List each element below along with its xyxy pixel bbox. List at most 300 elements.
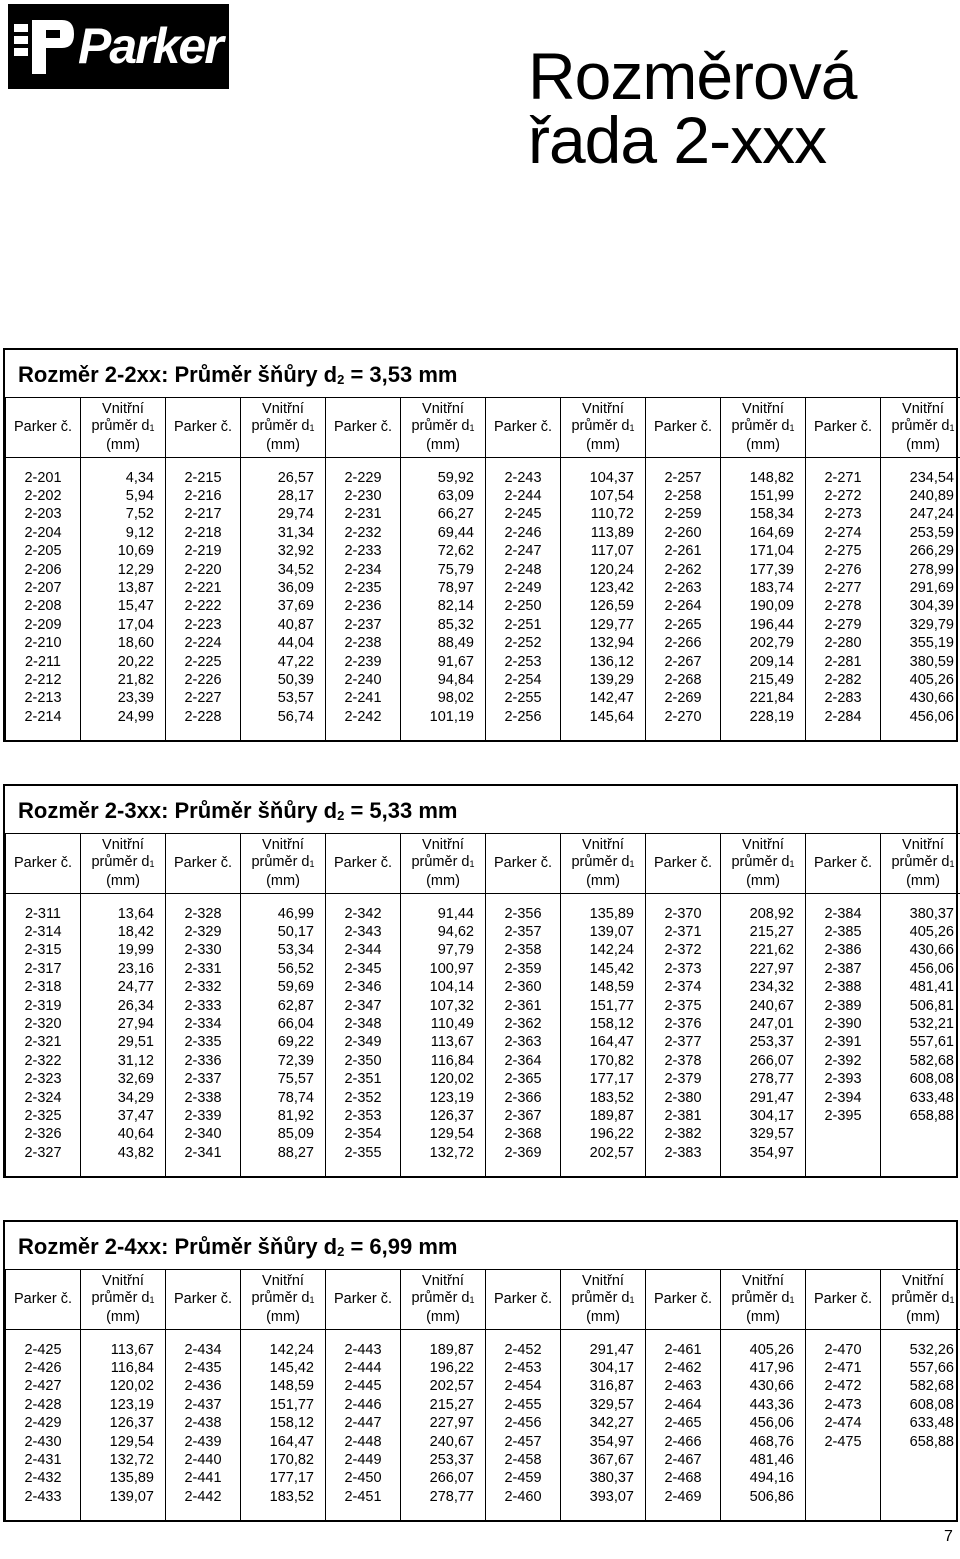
cell-parker-no: 2-358: [486, 941, 561, 959]
cell-inner-diameter: 32,92: [241, 542, 326, 560]
section-title: [5, 1222, 956, 1269]
header-inner-unit: (mm): [906, 437, 940, 453]
table-row: [6, 689, 960, 707]
cell-parker-no: 2-383: [646, 1144, 721, 1162]
cell-inner-diameter: 113,67: [81, 1341, 166, 1359]
cell-parker-no: 2-279: [806, 616, 881, 634]
header-inner-label: průměr d: [91, 1290, 150, 1306]
header-parker-no: Parker č.: [6, 398, 81, 458]
header-inner-line2: [401, 1290, 485, 1309]
cell-parker-no: 2-224: [166, 634, 241, 652]
header-inner-unit: (mm): [746, 437, 780, 453]
cell-parker-no: 2-465: [646, 1414, 721, 1432]
cell-parker-no: 2-362: [486, 1015, 561, 1033]
table-row: [6, 960, 960, 978]
header-inner-unit: (mm): [266, 437, 300, 453]
cell-parker-no: 2-431: [6, 1451, 81, 1469]
cell-parker-no: 2-349: [326, 1033, 401, 1051]
cell-inner-diameter: 12,29: [81, 560, 166, 578]
cell-parker-no: 2-221: [166, 579, 241, 597]
cell-inner-diameter: 145,42: [561, 960, 646, 978]
cell-inner-diameter: 116,84: [401, 1052, 486, 1070]
cell-inner-diameter: 170,82: [241, 1451, 326, 1469]
cell-parker-no: 2-246: [486, 524, 561, 542]
cell-parker-no: 2-429: [6, 1414, 81, 1432]
cell-parker-no: 2-213: [6, 689, 81, 707]
cell-inner-diameter: 291,47: [721, 1088, 806, 1106]
cell-parker-no: [806, 1469, 881, 1487]
cell-parker-no: 2-370: [646, 905, 721, 923]
header-inner-subscript: 1: [789, 423, 795, 433]
cell-inner-diameter: 456,06: [881, 708, 960, 726]
header-parker-no: Parker č.: [486, 398, 561, 458]
cell-parker-no: 2-365: [486, 1070, 561, 1088]
cell-inner-diameter: 139,07: [81, 1488, 166, 1506]
header-inner-label: průměr d: [411, 1290, 470, 1306]
cell-inner-diameter: 126,37: [81, 1414, 166, 1432]
header-inner-unit: (mm): [746, 1309, 780, 1325]
cell-inner-diameter: 135,89: [561, 905, 646, 923]
cell-parker-no: 2-330: [166, 941, 241, 959]
cell-inner-diameter: 189,87: [561, 1107, 646, 1125]
cell-parker-no: 2-390: [806, 1015, 881, 1033]
cell-parker-no: [806, 1488, 881, 1506]
cell-inner-diameter: 26,34: [81, 996, 166, 1014]
header-parker-no: Parker č.: [166, 1270, 241, 1330]
cell-inner-diameter: 354,97: [721, 1144, 806, 1162]
cell-parker-no: 2-367: [486, 1107, 561, 1125]
cell-parker-no: 2-212: [6, 671, 81, 689]
cell-parker-no: 2-346: [326, 978, 401, 996]
cell-inner-diameter: 19,99: [81, 941, 166, 959]
cell-inner-diameter: 40,64: [81, 1125, 166, 1143]
header-inner-line2: [721, 1290, 805, 1309]
section-title: [5, 350, 956, 397]
cell-parker-no: 2-471: [806, 1359, 881, 1377]
cell-inner-diameter: 329,57: [721, 1125, 806, 1143]
cell-inner-diameter: 342,27: [561, 1414, 646, 1432]
table-row: [6, 1414, 960, 1432]
cell-parker-no: 2-433: [6, 1488, 81, 1506]
header-inner-line1: Vnitřní: [902, 401, 944, 417]
cell-parker-no: 2-446: [326, 1396, 401, 1414]
cell-parker-no: 2-373: [646, 960, 721, 978]
cell-parker-no: 2-468: [646, 1469, 721, 1487]
cell-parker-no: 2-230: [326, 487, 401, 505]
table-row: [6, 1469, 960, 1487]
cell-inner-diameter: 430,66: [721, 1377, 806, 1395]
cell-inner-diameter: 164,47: [561, 1033, 646, 1051]
header-inner-subscript: 1: [149, 859, 155, 869]
cell-parker-no: 2-282: [806, 671, 881, 689]
table-row: [6, 487, 960, 505]
cell-inner-diameter: 91,44: [401, 905, 486, 923]
cell-inner-diameter: 582,68: [881, 1052, 960, 1070]
header-inner-subscript: 1: [309, 423, 315, 433]
table-row: [6, 616, 960, 634]
cell-parker-no: 2-275: [806, 542, 881, 560]
cell-inner-diameter: 557,61: [881, 1033, 960, 1051]
cell-parker-no: 2-334: [166, 1015, 241, 1033]
section-title-prefix: Rozměr 2-2xx: Průměr šňůry d: [18, 362, 338, 387]
cell-parker-no: 2-450: [326, 1469, 401, 1487]
size-series-section: [3, 1220, 958, 1522]
cell-inner-diameter: 10,69: [81, 542, 166, 560]
section-title-prefix: Rozměr 2-4xx: Průměr šňůry d: [18, 1234, 338, 1259]
cell-inner-diameter: 164,69: [721, 524, 806, 542]
cell-inner-diameter: 658,88: [881, 1107, 960, 1125]
header-inner-label: průměr d: [91, 418, 150, 434]
cell-inner-diameter: 107,54: [561, 487, 646, 505]
cell-inner-diameter: 44,04: [241, 634, 326, 652]
header-inner-line2: [881, 854, 960, 873]
header-inner-diameter: [401, 834, 486, 894]
cell-parker-no: 2-462: [646, 1359, 721, 1377]
cell-parker-no: [806, 1144, 881, 1162]
cell-parker-no: 2-348: [326, 1015, 401, 1033]
header-inner-label: průměr d: [891, 1290, 950, 1306]
cell-parker-no: 2-337: [166, 1070, 241, 1088]
cell-inner-diameter: 85,32: [401, 616, 486, 634]
header-inner-diameter: [81, 398, 166, 458]
cell-parker-no: 2-376: [646, 1015, 721, 1033]
cell-parker-no: 2-378: [646, 1052, 721, 1070]
cell-parker-no: 2-435: [166, 1359, 241, 1377]
cell-parker-no: 2-366: [486, 1088, 561, 1106]
cell-parker-no: 2-210: [6, 634, 81, 652]
cell-inner-diameter: 135,89: [81, 1469, 166, 1487]
cell-parker-no: 2-341: [166, 1144, 241, 1162]
header-inner-line1: Vnitřní: [102, 401, 144, 417]
header-parker-no: Parker č.: [806, 1270, 881, 1330]
cell-inner-diameter: 380,59: [881, 652, 960, 670]
cell-inner-diameter: 183,74: [721, 579, 806, 597]
cell-inner-diameter: 123,19: [81, 1396, 166, 1414]
table-row: [6, 1488, 960, 1506]
header-inner-label: průměr d: [571, 418, 630, 434]
cell-inner-diameter: 158,12: [561, 1015, 646, 1033]
cell-inner-diameter: 53,34: [241, 941, 326, 959]
section-title-suffix: = 5,33 mm: [344, 798, 458, 823]
cell-inner-diameter: 532,26: [881, 1341, 960, 1359]
cell-parker-no: 2-238: [326, 634, 401, 652]
cell-inner-diameter: 18,60: [81, 634, 166, 652]
cell-parker-no: 2-445: [326, 1377, 401, 1395]
header-inner-subscript: 1: [469, 423, 475, 433]
header-inner-label: průměr d: [891, 418, 950, 434]
header-inner-line1: Vnitřní: [422, 837, 464, 853]
cell-inner-diameter: 46,99: [241, 905, 326, 923]
cell-parker-no: 2-257: [646, 469, 721, 487]
cell-parker-no: 2-243: [486, 469, 561, 487]
header-parker-no: Parker č.: [646, 398, 721, 458]
cell-parker-no: 2-314: [6, 923, 81, 941]
section-title-suffix: = 6,99 mm: [344, 1234, 458, 1259]
header-parker-no: Parker č.: [806, 398, 881, 458]
cell-parker-no: 2-276: [806, 560, 881, 578]
cell-inner-diameter: 142,47: [561, 689, 646, 707]
cell-inner-diameter: 59,92: [401, 469, 486, 487]
cell-parker-no: 2-268: [646, 671, 721, 689]
cell-inner-diameter: 354,97: [561, 1432, 646, 1450]
header-inner-line1: Vnitřní: [902, 837, 944, 853]
cell-parker-no: 2-343: [326, 923, 401, 941]
cell-parker-no: 2-283: [806, 689, 881, 707]
header-inner-label: průměr d: [731, 854, 790, 870]
cell-parker-no: 2-237: [326, 616, 401, 634]
cell-inner-diameter: 29,74: [241, 505, 326, 523]
cell-inner-diameter: 104,37: [561, 469, 646, 487]
cell-parker-no: 2-430: [6, 1432, 81, 1450]
cell-parker-no: 2-256: [486, 708, 561, 726]
cell-inner-diameter: 183,52: [561, 1088, 646, 1106]
cell-inner-diameter: 557,66: [881, 1359, 960, 1377]
header-inner-subscript: 1: [469, 859, 475, 869]
cell-parker-no: 2-460: [486, 1488, 561, 1506]
cell-inner-diameter: 380,37: [561, 1469, 646, 1487]
header-inner-line2: [721, 854, 805, 873]
table-row: [6, 941, 960, 959]
cell-inner-diameter: 7,52: [81, 505, 166, 523]
header-inner-unit: (mm): [586, 873, 620, 889]
cell-inner-diameter: 145,64: [561, 708, 646, 726]
cell-inner-diameter: 329,57: [561, 1396, 646, 1414]
cell-parker-no: 2-225: [166, 652, 241, 670]
cell-parker-no: 2-277: [806, 579, 881, 597]
section-title-suffix: = 3,53 mm: [344, 362, 458, 387]
cell-parker-no: 2-226: [166, 671, 241, 689]
cell-parker-no: 2-333: [166, 996, 241, 1014]
header-parker-no: Parker č.: [326, 398, 401, 458]
cell-inner-diameter: 316,87: [561, 1377, 646, 1395]
cell-inner-diameter: 228,19: [721, 708, 806, 726]
cell-inner-diameter: 608,08: [881, 1396, 960, 1414]
header-inner-line1: Vnitřní: [422, 1273, 464, 1289]
cell-inner-diameter: 393,07: [561, 1488, 646, 1506]
cell-parker-no: 2-318: [6, 978, 81, 996]
header-inner-label: průměr d: [731, 418, 790, 434]
header-inner-subscript: 1: [949, 859, 955, 869]
header-inner-line2: [81, 854, 165, 873]
cell-parker-no: 2-380: [646, 1088, 721, 1106]
parker-logo: [8, 4, 229, 89]
cell-parker-no: 2-249: [486, 579, 561, 597]
cell-parker-no: 2-456: [486, 1414, 561, 1432]
cell-parker-no: 2-425: [6, 1341, 81, 1359]
cell-parker-no: 2-392: [806, 1052, 881, 1070]
cell-parker-no: 2-453: [486, 1359, 561, 1377]
header-inner-subscript: 1: [149, 423, 155, 433]
cell-inner-diameter: 304,17: [721, 1107, 806, 1125]
table-row: [6, 1088, 960, 1106]
cell-parker-no: 2-355: [326, 1144, 401, 1162]
header-inner-diameter: [721, 398, 806, 458]
cell-parker-no: 2-242: [326, 708, 401, 726]
header-inner-diameter: [241, 834, 326, 894]
table-row: [6, 1451, 960, 1469]
cell-parker-no: 2-447: [326, 1414, 401, 1432]
cell-inner-diameter: 158,12: [241, 1414, 326, 1432]
header-inner-unit: (mm): [266, 873, 300, 889]
cell-inner-diameter: 20,22: [81, 652, 166, 670]
header-inner-label: průměr d: [411, 418, 470, 434]
header-inner-label: průměr d: [571, 1290, 630, 1306]
cell-inner-diameter: 633,48: [881, 1414, 960, 1432]
cell-inner-diameter: 43,82: [81, 1144, 166, 1162]
cell-parker-no: 2-458: [486, 1451, 561, 1469]
cell-parker-no: 2-382: [646, 1125, 721, 1143]
cell-parker-no: 2-442: [166, 1488, 241, 1506]
cell-inner-diameter: 29,51: [81, 1033, 166, 1051]
header-inner-subscript: 1: [149, 1295, 155, 1305]
cell-inner-diameter: 104,14: [401, 978, 486, 996]
table-row: [6, 996, 960, 1014]
header-inner-line2: [401, 854, 485, 873]
cell-inner-diameter: 189,87: [401, 1341, 486, 1359]
cell-parker-no: 2-215: [166, 469, 241, 487]
header-inner-diameter: [721, 834, 806, 894]
cell-inner-diameter: 148,59: [241, 1377, 326, 1395]
cell-inner-diameter: 56,52: [241, 960, 326, 978]
cell-inner-diameter: 110,72: [561, 505, 646, 523]
cell-inner-diameter: 582,68: [881, 1377, 960, 1395]
cell-inner-diameter: 196,22: [401, 1359, 486, 1377]
cell-parker-no: 2-217: [166, 505, 241, 523]
table-row: [6, 1396, 960, 1414]
header-inner-diameter: [81, 834, 166, 894]
cell-parker-no: 2-472: [806, 1377, 881, 1395]
cell-inner-diameter: 27,94: [81, 1015, 166, 1033]
cell-inner-diameter: 56,74: [241, 708, 326, 726]
header-parker-no: Parker č.: [6, 1270, 81, 1330]
cell-parker-no: 2-389: [806, 996, 881, 1014]
cell-inner-diameter: 240,89: [881, 487, 960, 505]
cell-inner-diameter: 23,39: [81, 689, 166, 707]
cell-parker-no: 2-432: [6, 1469, 81, 1487]
cell-parker-no: 2-347: [326, 996, 401, 1014]
cell-inner-diameter: 82,14: [401, 597, 486, 615]
cell-inner-diameter: 97,79: [401, 941, 486, 959]
cell-inner-diameter: 329,79: [881, 616, 960, 634]
header-inner-label: průměr d: [411, 854, 470, 870]
header-inner-subscript: 1: [629, 1295, 635, 1305]
cell-inner-diameter: 304,17: [561, 1359, 646, 1377]
cell-parker-no: 2-360: [486, 978, 561, 996]
cell-parker-no: [806, 1451, 881, 1469]
cell-parker-no: 2-214: [6, 708, 81, 726]
cell-parker-no: 2-457: [486, 1432, 561, 1450]
header-inner-subscript: 1: [949, 1295, 955, 1305]
cell-inner-diameter: 66,04: [241, 1015, 326, 1033]
header-inner-line2: [561, 418, 645, 437]
cell-parker-no: 2-284: [806, 708, 881, 726]
cell-parker-no: 2-364: [486, 1052, 561, 1070]
cell-inner-diameter: 40,87: [241, 616, 326, 634]
cell-inner-diameter: 72,39: [241, 1052, 326, 1070]
cell-inner-diameter: 608,08: [881, 1070, 960, 1088]
header-inner-diameter: [241, 398, 326, 458]
cell-inner-diameter: 278,77: [721, 1070, 806, 1088]
header-parker-no: Parker č.: [646, 1270, 721, 1330]
cell-inner-diameter: 75,79: [401, 560, 486, 578]
cell-parker-no: 2-454: [486, 1377, 561, 1395]
cell-parker-no: 2-375: [646, 996, 721, 1014]
cell-parker-no: 2-464: [646, 1396, 721, 1414]
cell-inner-diameter: 126,59: [561, 597, 646, 615]
cell-inner-diameter: 151,77: [241, 1396, 326, 1414]
cell-inner-diameter: 221,84: [721, 689, 806, 707]
cell-parker-no: 2-374: [646, 978, 721, 996]
header-inner-line2: [721, 418, 805, 437]
header-inner-subscript: 1: [309, 1295, 315, 1305]
cell-inner-diameter: 34,52: [241, 560, 326, 578]
cell-inner-diameter: 47,22: [241, 652, 326, 670]
cell-inner-diameter: 456,06: [721, 1414, 806, 1432]
cell-parker-no: 2-259: [646, 505, 721, 523]
cell-inner-diameter: 367,67: [561, 1451, 646, 1469]
cell-inner-diameter: 78,74: [241, 1088, 326, 1106]
cell-parker-no: 2-439: [166, 1432, 241, 1450]
cell-parker-no: 2-338: [166, 1088, 241, 1106]
cell-parker-no: 2-271: [806, 469, 881, 487]
cell-inner-diameter: 13,87: [81, 579, 166, 597]
cell-parker-no: 2-461: [646, 1341, 721, 1359]
cell-inner-diameter: 227,97: [721, 960, 806, 978]
cell-inner-diameter: 481,46: [721, 1451, 806, 1469]
cell-inner-diameter: 266,07: [401, 1469, 486, 1487]
cell-inner-diameter: 59,69: [241, 978, 326, 996]
header-inner-diameter: [401, 1270, 486, 1330]
cell-parker-no: 2-467: [646, 1451, 721, 1469]
cell-parker-no: 2-244: [486, 487, 561, 505]
header-inner-line2: [881, 1290, 960, 1309]
cell-parker-no: 2-232: [326, 524, 401, 542]
cell-inner-diameter: 24,99: [81, 708, 166, 726]
cell-parker-no: 2-391: [806, 1033, 881, 1051]
cell-inner-diameter: 81,92: [241, 1107, 326, 1125]
cell-inner-diameter: 15,47: [81, 597, 166, 615]
cell-parker-no: 2-265: [646, 616, 721, 634]
cell-inner-diameter: 164,47: [241, 1432, 326, 1450]
cell-inner-diameter: 215,27: [401, 1396, 486, 1414]
cell-parker-no: 2-264: [646, 597, 721, 615]
cell-parker-no: 2-395: [806, 1107, 881, 1125]
cell-inner-diameter: 126,37: [401, 1107, 486, 1125]
cell-inner-diameter: 132,72: [81, 1451, 166, 1469]
cell-inner-diameter: 202,79: [721, 634, 806, 652]
cell-inner-diameter: 26,57: [241, 469, 326, 487]
cell-parker-no: 2-339: [166, 1107, 241, 1125]
cell-parker-no: 2-327: [6, 1144, 81, 1162]
cell-inner-diameter: 170,82: [561, 1052, 646, 1070]
cell-parker-no: 2-328: [166, 905, 241, 923]
header-parker-no: Parker č.: [486, 1270, 561, 1330]
cell-inner-diameter: 253,37: [401, 1451, 486, 1469]
cell-inner-diameter: 171,04: [721, 542, 806, 560]
cell-parker-no: 2-241: [326, 689, 401, 707]
cell-parker-no: 2-239: [326, 652, 401, 670]
cell-parker-no: 2-222: [166, 597, 241, 615]
table-header-row: [6, 834, 960, 894]
cell-parker-no: 2-229: [326, 469, 401, 487]
cell-inner-diameter: 278,77: [401, 1488, 486, 1506]
cell-parker-no: 2-320: [6, 1015, 81, 1033]
cell-inner-diameter: 98,02: [401, 689, 486, 707]
cell-parker-no: 2-443: [326, 1341, 401, 1359]
header-inner-line2: [241, 1290, 325, 1309]
cell-inner-diameter: 9,12: [81, 524, 166, 542]
dimension-table: [5, 397, 960, 740]
